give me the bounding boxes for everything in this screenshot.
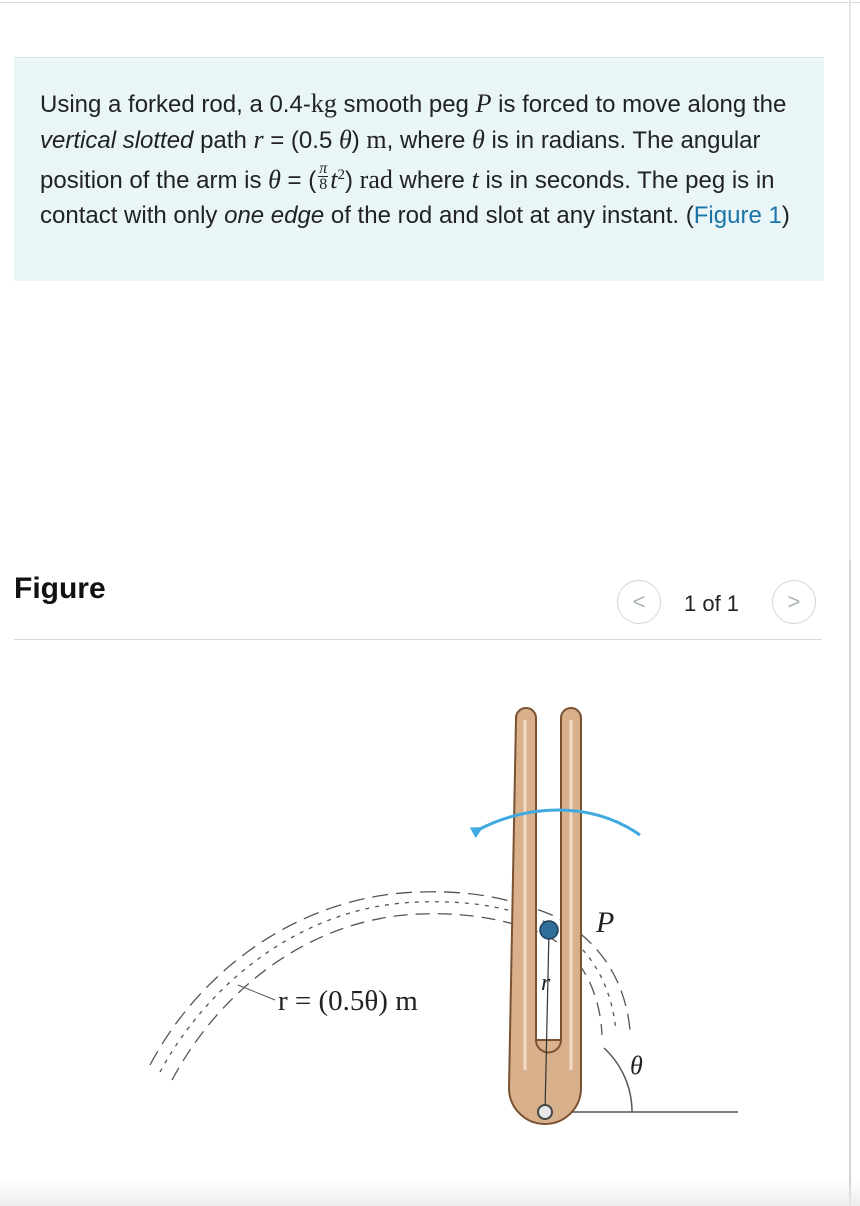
path-equation-label: r = (0.5θ) m: [278, 985, 418, 1017]
scrollbar-track: [849, 0, 851, 560]
figure-1-link[interactable]: Figure 1: [693, 202, 782, 229]
top-border: [0, 2, 860, 3]
problem-statement: Using a forked rod, a 0.4-kg smooth peg P is forced to move along the vertical slotted path r = (0.5 θ) m, where θ is in radians. The angular position of the arm is θ = ( $\frac{\pi}{8}$ $t^2$) rad where t is in seconds. The peg is in contact with only one edge of the rod and slot at any instant. (Figure 1): [14, 57, 824, 281]
prev-figure-button[interactable]: [617, 580, 661, 624]
r-label: r: [541, 970, 551, 996]
peg-p: [540, 921, 558, 939]
bottom-shadow: [0, 1180, 860, 1206]
pi-over-8-fraction: $\frac{\pi}{8}$: [319, 160, 328, 194]
figure-heading: Figure: [14, 572, 106, 605]
path-label-leader: [238, 985, 275, 1000]
chevron-left-icon: <: [632, 589, 646, 614]
figure-pager: 1 of 1: [684, 591, 740, 616]
pivot-pin: [538, 1105, 552, 1119]
forked-rod-diagram: [0, 640, 848, 1200]
peg-label: P: [596, 906, 615, 939]
theta-label: θ: [630, 1051, 643, 1080]
theta-arc: [604, 1048, 632, 1112]
chevron-right-icon: >: [787, 589, 801, 614]
scrollbar-thumb[interactable]: [849, 560, 851, 1206]
next-figure-button[interactable]: [772, 580, 816, 624]
forked-rod: [509, 708, 581, 1124]
rotation-arrow: [478, 810, 640, 835]
